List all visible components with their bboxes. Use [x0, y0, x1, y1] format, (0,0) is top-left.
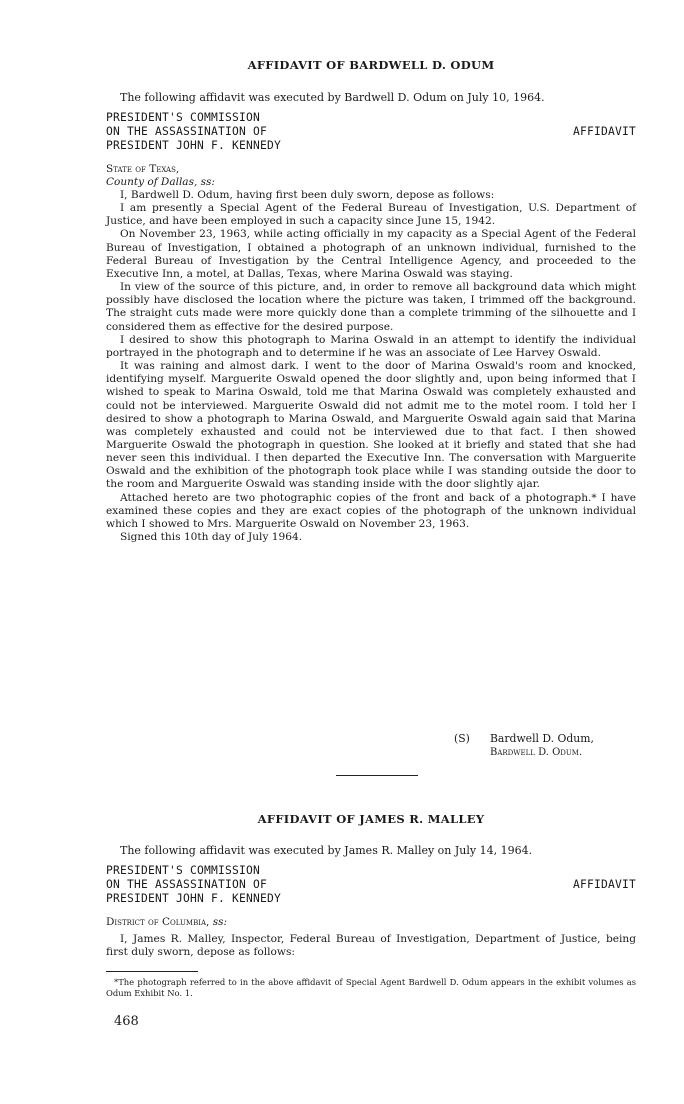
signed-date: Signed this 10th day of July 1964.	[120, 531, 303, 544]
paragraph: I, James R. Malley, Inspector, Federal Bureau of Investigation, Department of Justice, being first duly sworn, depose as follows:	[106, 933, 636, 959]
signature-mark: (S)	[454, 732, 470, 745]
affidavit-body-odum	[106, 189, 636, 544]
affidavit-intro-odum: The following affidavit was executed by Bardwell D. Odum on July 10, 1964.	[120, 91, 545, 104]
page-number: 468	[114, 1014, 139, 1029]
venue-county	[106, 176, 215, 189]
caption-line: ON THE ASSASSINATION OF	[106, 878, 268, 891]
venue-county-text: County of Dallas,	[106, 176, 198, 188]
paragraph: I desired to show this photograph to Marina Oswald in an attempt to identify the individual portrayed in the photograph and to determine if he was an associate of Lee Harvey Oswald.	[106, 333, 636, 359]
footnote-text: *The photograph referred to in the above affidavit of Special Agent Bardwell D. Odum appears in the exhibit volumes as Odum Exhibit No. 1.	[106, 977, 636, 998]
affidavit-intro-malley: The following affidavit was executed by James R. Malley on July 14, 1964.	[120, 844, 533, 857]
venue-malley	[106, 916, 227, 929]
paragraph: In view of the source of this picture, and, in order to remove all background data which might possibly have disclosed the location where the picture was taken, I trimmed off the background. The straight cuts made were more quickly done than a complete trimming of the silhouette and I considered them as effective for the desired purpose.	[106, 281, 636, 333]
caption-line: PRESIDENT'S COMMISSION	[106, 864, 261, 877]
venue-ss: ss:	[200, 176, 215, 188]
caption-line: PRESIDENT'S COMMISSION	[106, 111, 261, 124]
signature-typed-name: Bardwell D. Odum.	[490, 747, 583, 758]
signature-name: Bardwell D. Odum,	[490, 732, 594, 745]
caption-line: PRESIDENT JOHN F. KENNEDY	[106, 892, 282, 905]
paragraph: Attached hereto are two photographic copies of the front and back of a photograph.* I have examined these copies and they are exact copies of the photograph of the unknown individual which I showed to Mrs. Marguerite Oswald on November 23, 1963.	[106, 491, 636, 530]
signature-block	[490, 732, 594, 760]
venue-state: State of Texas,	[106, 163, 180, 175]
affidavit-title-malley: AFFIDAVIT OF JAMES R. MALLEY	[257, 812, 485, 826]
caption-affidavit-label: AFFIDAVIT	[572, 125, 636, 138]
venue-ss: ss:	[212, 916, 228, 928]
footnote	[106, 977, 636, 999]
venue-odum	[106, 163, 215, 189]
caption-line: PRESIDENT JOHN F. KENNEDY	[106, 139, 282, 152]
commission-caption-malley	[106, 864, 636, 906]
footnote-rule	[106, 971, 198, 972]
affidavit-body-malley	[106, 933, 636, 959]
paragraph: I am presently a Special Agent of the Federal Bureau of Investigation, U.S. Department of Justice, and have been employed in such a capacity since June 15, 1942.	[106, 202, 636, 228]
caption-affidavit-label: AFFIDAVIT	[572, 878, 636, 891]
paragraph: I, Bardwell D. Odum, having first been duly sworn, depose as follows:	[120, 189, 495, 201]
paragraph: It was raining and almost dark. I went to the door of Marina Oswald's room and knocked, identifying myself. Marguerite Oswald opened the door slightly and, upon being informed that I wished to speak to Marina Oswald, told me that Marina Oswald was completely exhausted and could not be interviewed. Marguerite Oswald did not admit me to the motel room. I told her I desired to show a photograph to Marina Oswald, and Marguerite Oswald again said that Marina was completely exhausted and could not be interviewed due to that fact. I then showed Marguerite Oswald the photograph in question. She looked at it briefly and stated that she had never seen this individual. I then departed the Executive Inn. The conversation with Marguerite Oswald and the exhibition of the photograph took place while I was standing outside the door to the room and Marguerite Oswald was standing inside with the door slightly ajar.	[106, 360, 636, 491]
venue-district: District of Columbia,	[106, 916, 210, 928]
section-divider	[336, 775, 418, 776]
paragraph: On November 23, 1963, while acting officially in my capacity as a Special Agent of the Federal Bureau of Investigation, I obtained a photograph of an unknown individual, furnished to the Federal Bureau of Investigation by the Central Intelligence Agency, and proceeded to the Executive Inn, a motel, at Dallas, Texas, where Marina Oswald was staying.	[106, 228, 636, 280]
affidavit-title-odum: AFFIDAVIT OF BARDWELL D. ODUM	[247, 58, 495, 72]
caption-line: ON THE ASSASSINATION OF	[106, 125, 268, 138]
commission-caption-odum	[106, 111, 636, 153]
